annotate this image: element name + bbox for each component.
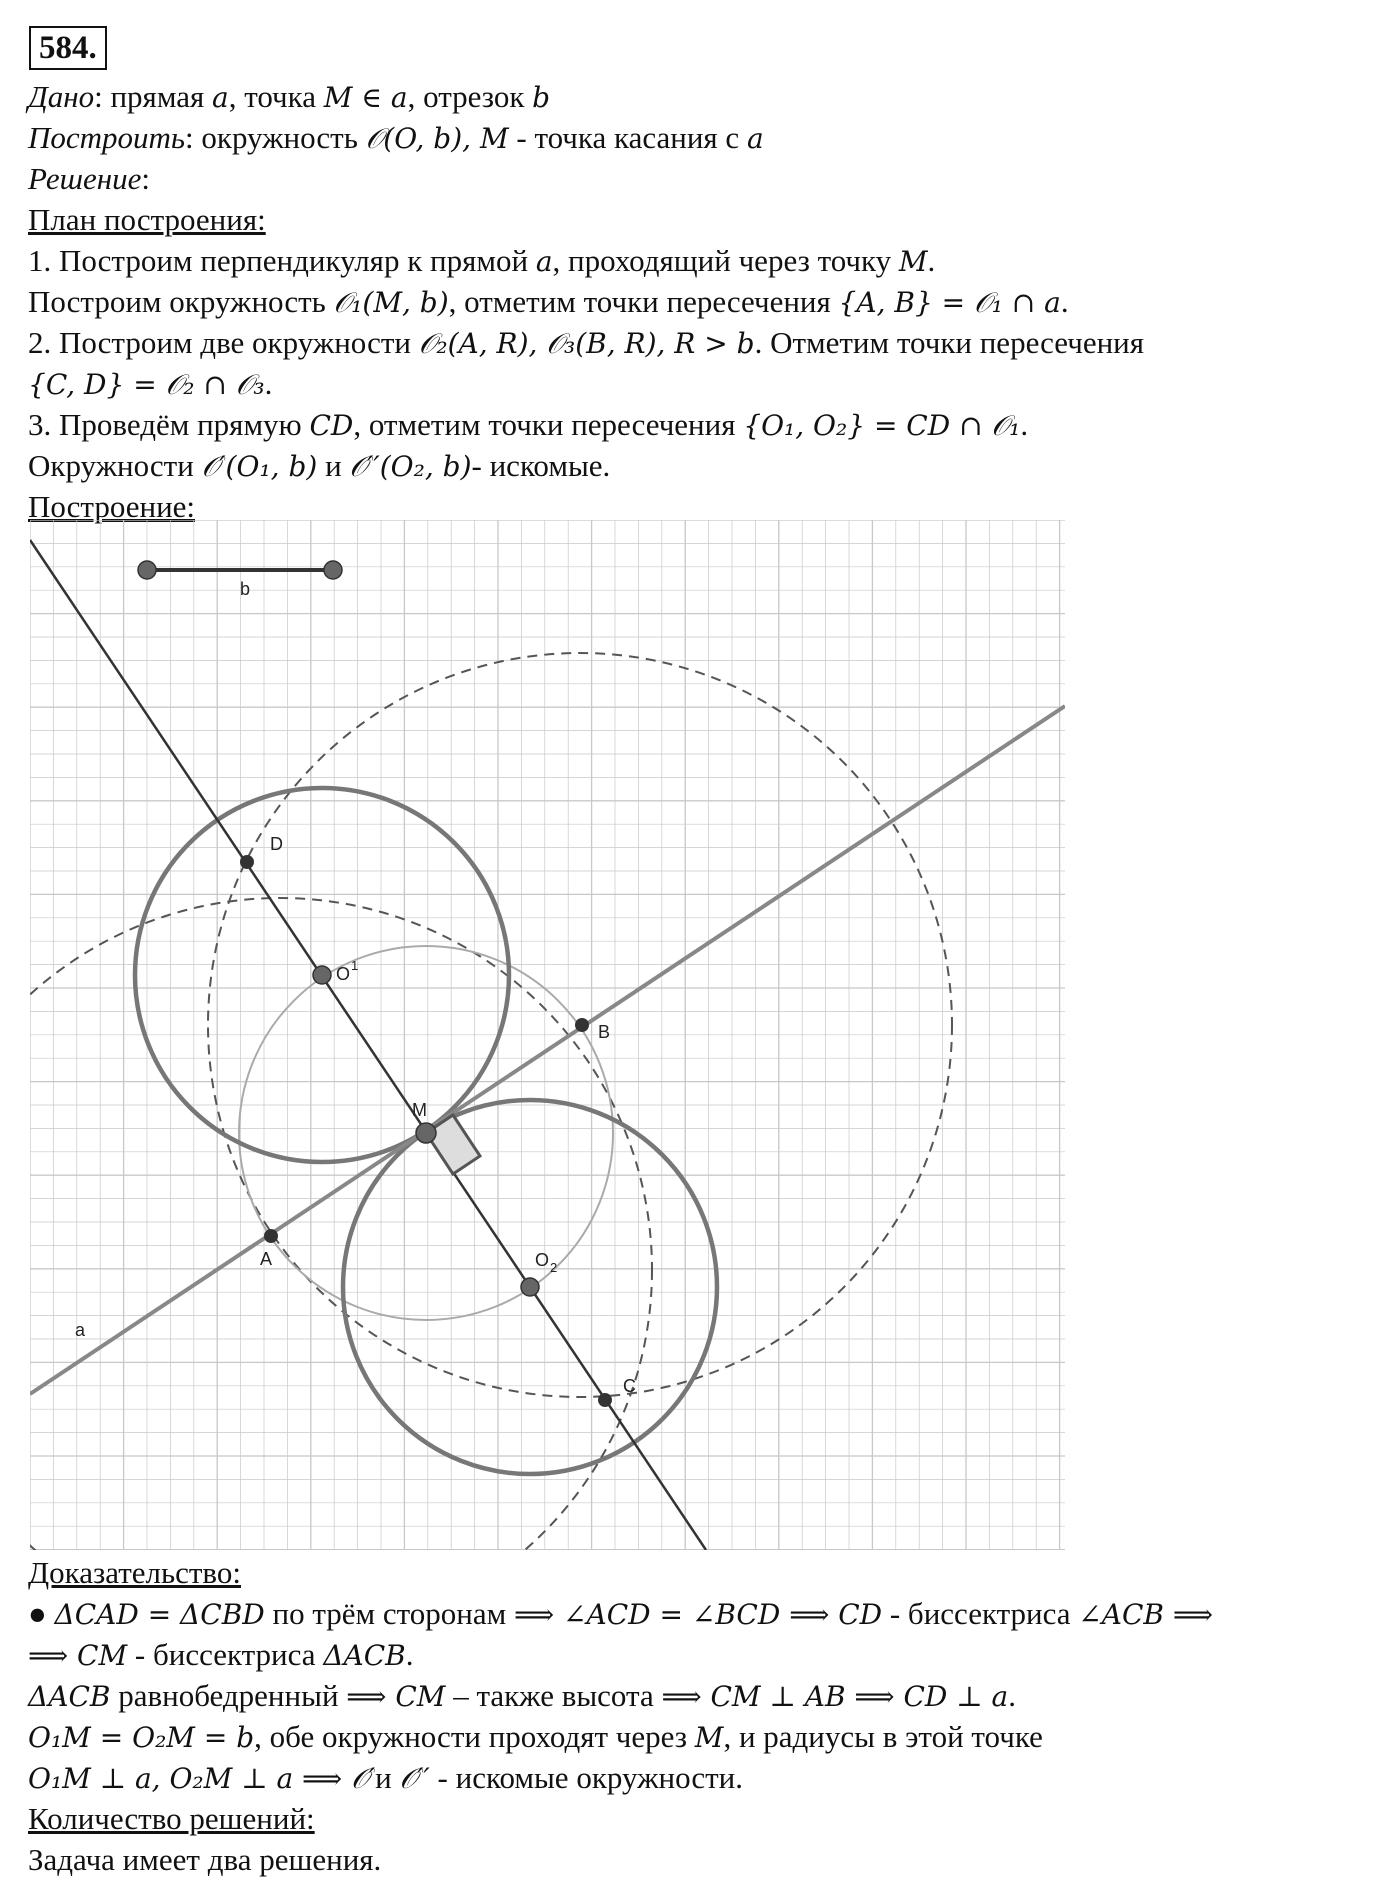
construction-heading: Построение: [28, 489, 196, 524]
proof-section [28, 1552, 1213, 1880]
point-o2 [521, 1278, 539, 1296]
label-a: A [260, 1249, 273, 1269]
plan-line-6: Окружности 𝒪′(O₁, b) и 𝒪′′(O₂, b)- искомые. [28, 448, 611, 483]
line-a [30, 706, 1065, 1394]
label-c: C [623, 1376, 636, 1396]
construct-line: Построить: окружность 𝒪(O, b), M - точка касания с a [28, 120, 764, 155]
proof-line-3: ΔACB равнобедренный ⟹ CM – также высота ⟹ CM ⊥ AB ⟹ CD ⊥ a. [28, 1678, 1016, 1713]
plan-line-5: 3. Проведём прямую CD, отметим точки пересечения {O₁, O₂} = CD ∩ 𝒪₁. [28, 407, 1029, 442]
proof-heading: Доказательство: [28, 1555, 241, 1590]
problem-statement [28, 76, 1144, 527]
label-d: D [270, 834, 283, 854]
point-a [264, 1229, 278, 1243]
construct-label: Построить [28, 120, 186, 155]
point-d [240, 855, 254, 869]
point-c [598, 1393, 612, 1407]
label-o2: $O_2$ [535, 1250, 558, 1275]
point-o1 [313, 966, 331, 984]
problem-number: 584. [29, 26, 107, 70]
proof-line-1: ● ΔCAD = ΔCBD по трём сторонам ⟹ ∠ACD = ∠BCD ⟹ CD - биссектриса ∠ACB ⟹ [28, 1596, 1214, 1631]
plan-heading: План построения: [28, 202, 266, 237]
plan-line-4: {C, D} = 𝒪₂ ∩ 𝒪₃. [28, 366, 273, 401]
plan-line-1: 1. Построим перпендикуляр к прямой a, проходящий через точку M. [28, 243, 936, 278]
point-m [416, 1123, 436, 1143]
point-b [575, 1018, 589, 1032]
label-b: B [598, 1022, 611, 1042]
segment-b-end-point [324, 561, 342, 579]
proof-line-2: ⟹ CM - биссектриса ΔACB. [28, 1637, 414, 1672]
plan-line-3: 2. Построим две окружности 𝒪₂(A, R), 𝒪₃(B, R), R > b. Отметим точки пересечения [28, 325, 1145, 360]
solution-label: Решение [28, 161, 142, 196]
count-heading: Количество решений: [28, 1801, 315, 1836]
solution-line: Решение: [28, 161, 150, 196]
construction-figure [30, 520, 1065, 1550]
plan-line-2: Построим окружность 𝒪₁(M, b), отметим точки пересечения {A, B} = 𝒪₁ ∩ a. [28, 284, 1069, 319]
segment-b-start-point [138, 561, 156, 579]
given-label: Дано [28, 79, 95, 114]
label-m: M [412, 1100, 427, 1120]
proof-line-4: O₁M = O₂M = b, обе окружности проходят через M, и радиусы в этой точке [28, 1719, 1043, 1754]
proof-line-5: O₁M ⊥ a, O₂M ⊥ a ⟹ 𝒪′и 𝒪′′ - искомые окружности. [28, 1760, 743, 1795]
label-b-segment: b [240, 579, 251, 599]
count-text: Задача имеет два решения. [28, 1842, 382, 1877]
label-o1: $O^1$ [336, 958, 359, 984]
label-line-a: a [75, 1320, 86, 1340]
given-line: Дано: прямая a, точка M ∈ a, отрезок b [28, 79, 551, 114]
